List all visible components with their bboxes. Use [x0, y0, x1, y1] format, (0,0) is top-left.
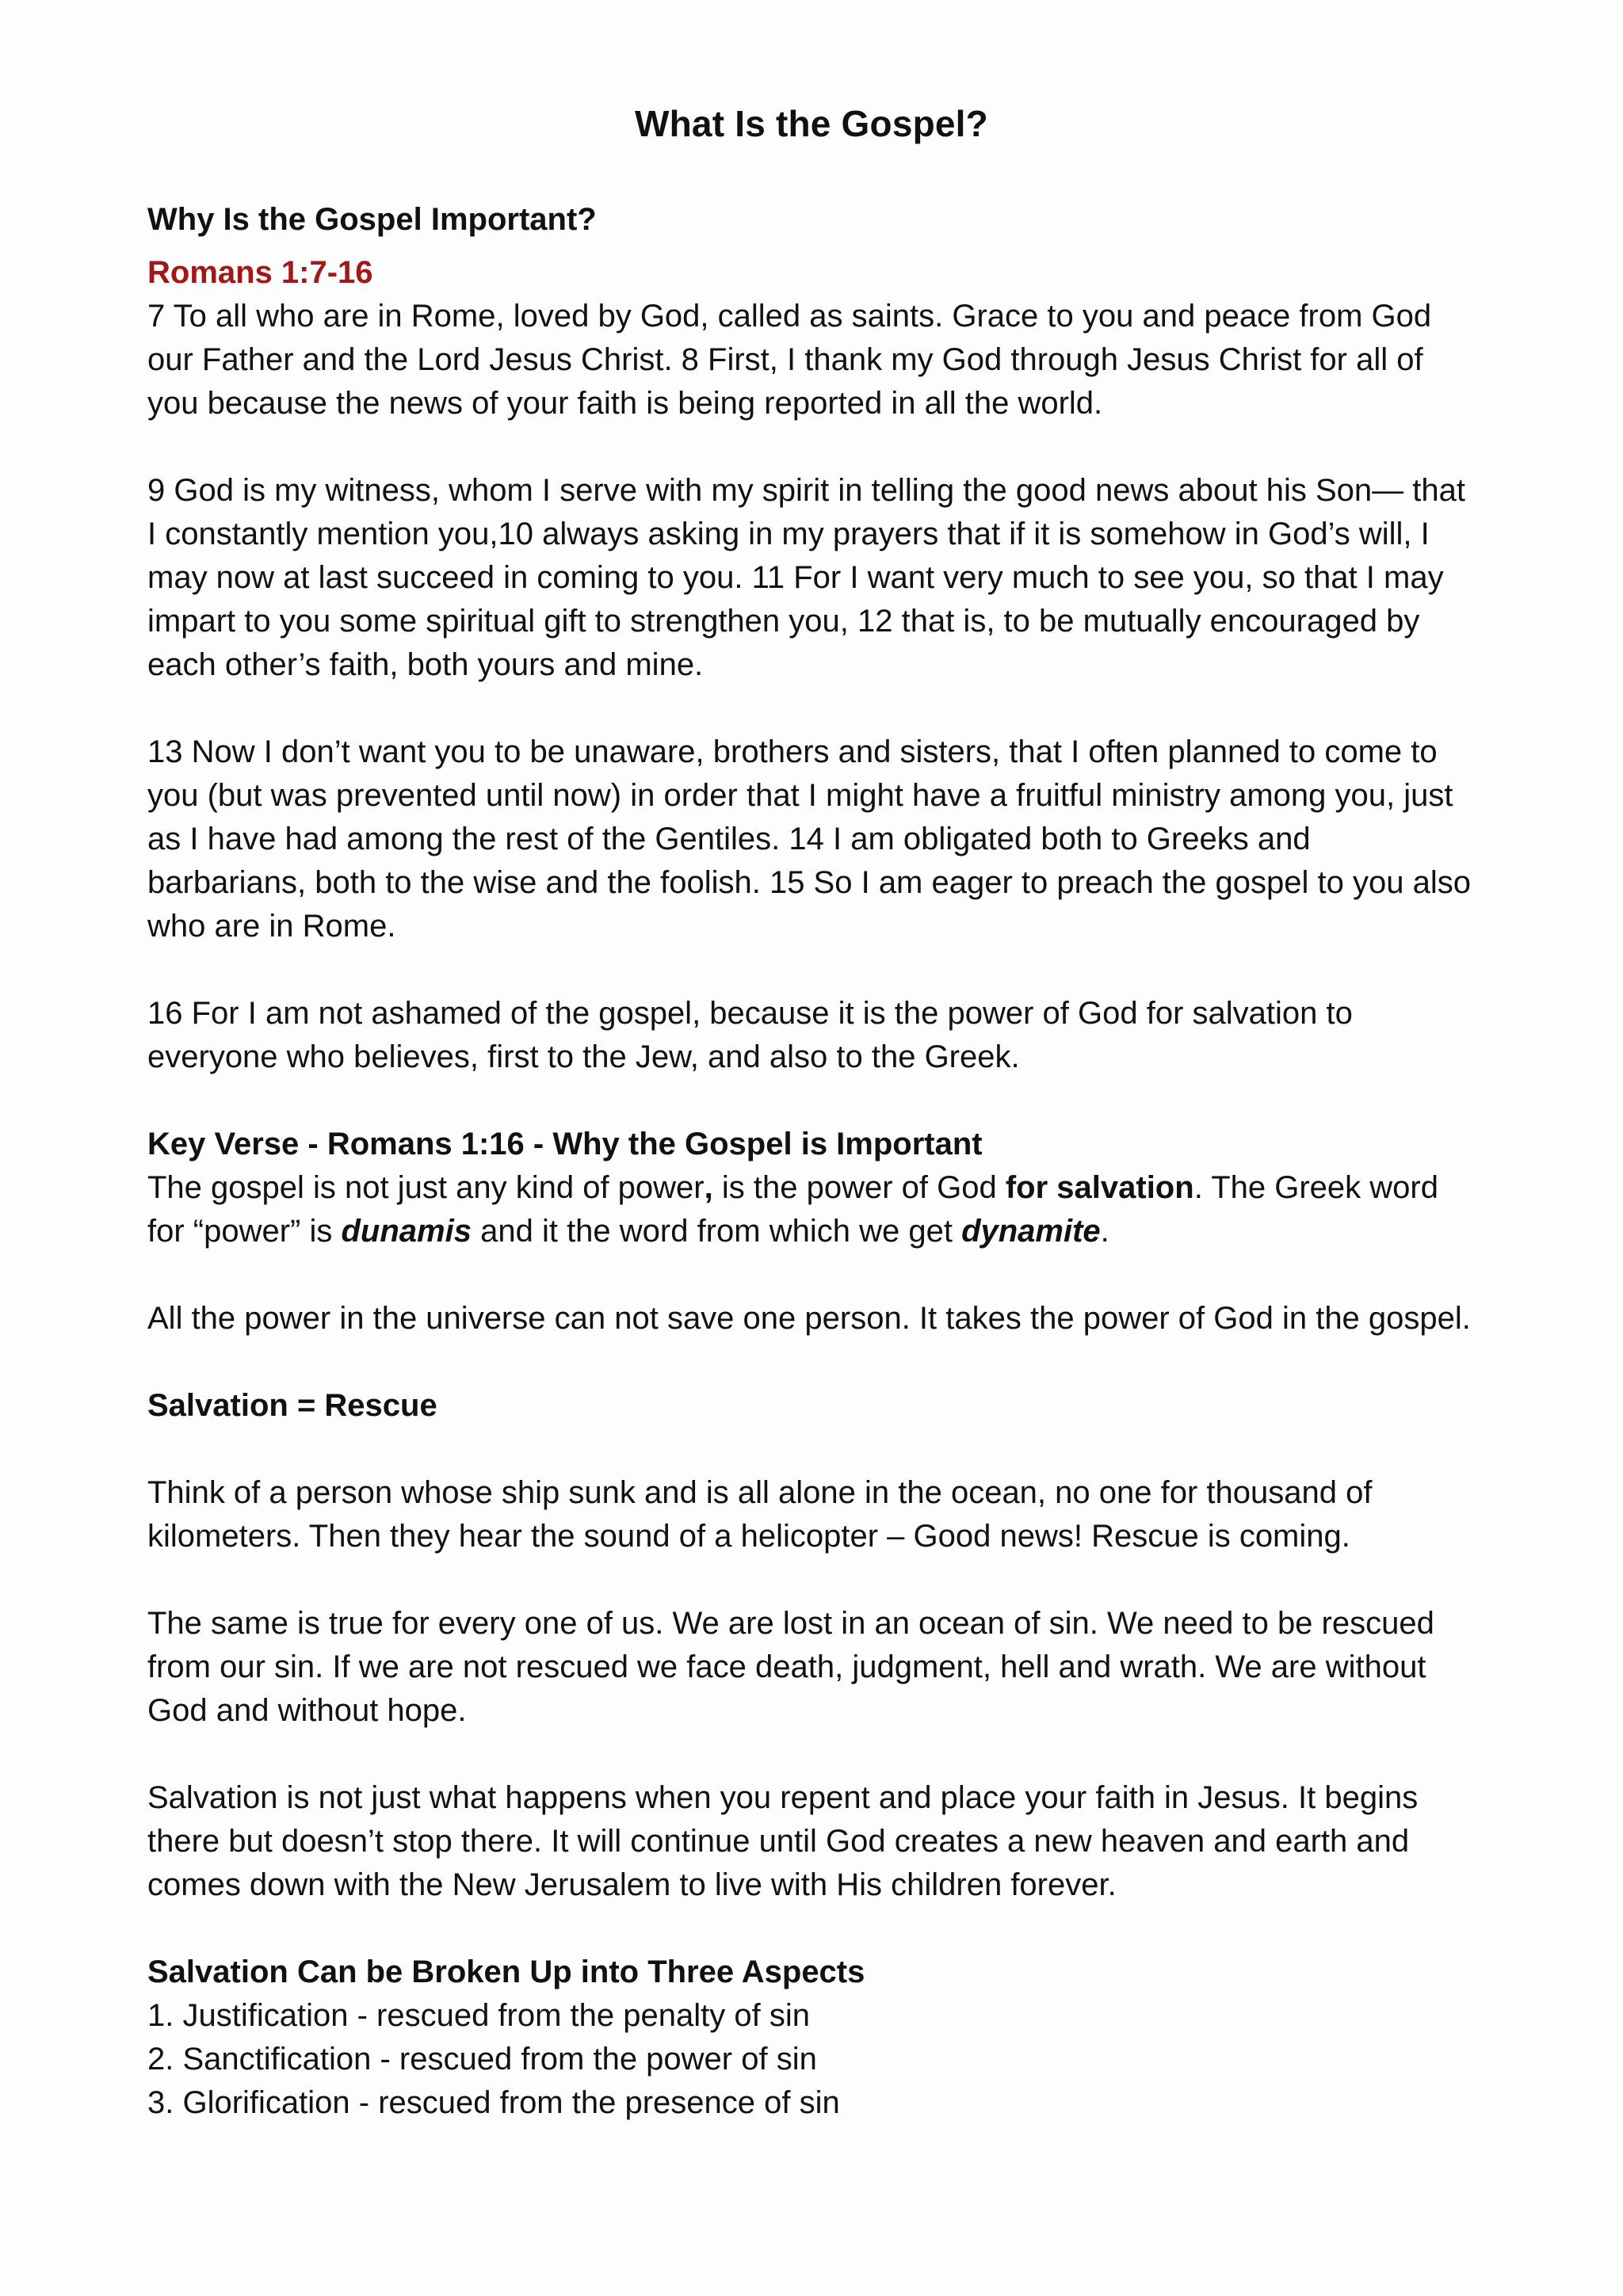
key-verse-emphasis: for salvation [1005, 1170, 1194, 1205]
page-title: What Is the Gospel? [635, 103, 988, 144]
key-verse-english-word: dynamite [961, 1214, 1101, 1249]
section-heading: Why Is the Gospel Important? [147, 202, 597, 237]
key-verse-greek-word: dunamis [341, 1214, 472, 1249]
rescue-paragraph: Salvation is not just what happens when you repent and place your faith in Jesus. It begins there but doesn’t stop there. It will continue until God creates a new heaven and earth and comes down with the New Jerusalem to live with His children forever. [147, 1780, 1419, 1902]
aspects-heading: Salvation Can be Broken Up into Three Aspects [147, 1955, 865, 1989]
scripture-paragraph: 7 To all who are in Rome, loved by God, called as saints. Grace to you and peace from God our Father and the Lord Jesus Christ. 8 First, I thank my God through Jesus Christ for all of you because the news of your faith is being reported in all the world. [147, 299, 1432, 421]
list-item: 1. Justification - rescued from the penalty of sin [147, 1998, 810, 2033]
salvation-heading: Salvation = Rescue [147, 1388, 437, 1423]
key-verse-heading: Key Verse - Romans 1:16 - Why the Gospel is Important [147, 1127, 983, 1161]
scripture-paragraph: 9 God is my witness, whom I serve with my spirit in telling the good news about his Son— that I constantly mention you,10 always asking in my prayers that if it is somehow in God’s will, I may now at last succeed in coming to you. 11 For I want very much to see you, so that I may impart to you some spiritual gift to strengthen you, 12 that is, to be mutually encouraged by each other’s faith, both yours and mine. [147, 473, 1465, 682]
key-verse-text: and it the word from which we get [471, 1214, 962, 1249]
key-verse-text: . [1100, 1214, 1109, 1249]
rescue-paragraph: The same is true for every one of us. We are lost in an ocean of sin. We need to be rescued from our sin. If we are not rescued we face death, judgment, hell and wrath. We are without God and without hope. [147, 1606, 1434, 1728]
scripture-paragraph: 16 For I am not ashamed of the gospel, because it is the power of God for salvation to everyone who believes, first to the Jew, and also to the Greek. [147, 996, 1353, 1074]
rescue-paragraph: Think of a person whose ship sunk and is all alone in the ocean, no one for thousand of kilometers. Then they hear the sound of a helicopter – Good news! Rescue is coming. [147, 1475, 1373, 1554]
key-verse-paragraph [147, 1166, 1476, 1253]
key-verse-text: The gospel is not just any kind of power [147, 1170, 705, 1205]
key-verse-text: . The Greek word for “power” is [147, 1170, 1438, 1249]
scripture-paragraph: 13 Now I don’t want you to be unaware, brothers and sisters, that I often planned to come to you (but was prevented until now) in order that I might have a fruitful ministry among you, just as I have had among the rest of the Gentiles. 14 I am obligated both to Greeks and barbarians, both to the wise and the foolish. 15 So I am eager to preach the gospel to you also who are in Rome. [147, 734, 1471, 944]
power-paragraph: All the power in the universe can not save one person. It takes the power of God in the gospel. [147, 1301, 1471, 1336]
list-item: 2. Sanctification - rescued from the power of sin [147, 2042, 817, 2077]
key-verse-comma: , [704, 1170, 713, 1205]
aspects-list [147, 1994, 1476, 2125]
key-verse-text: is the power of God [712, 1170, 1006, 1205]
scripture-reference: Romans 1:7-16 [147, 255, 373, 290]
list-item: 3. Glorification - rescued from the presence of sin [147, 2085, 840, 2120]
